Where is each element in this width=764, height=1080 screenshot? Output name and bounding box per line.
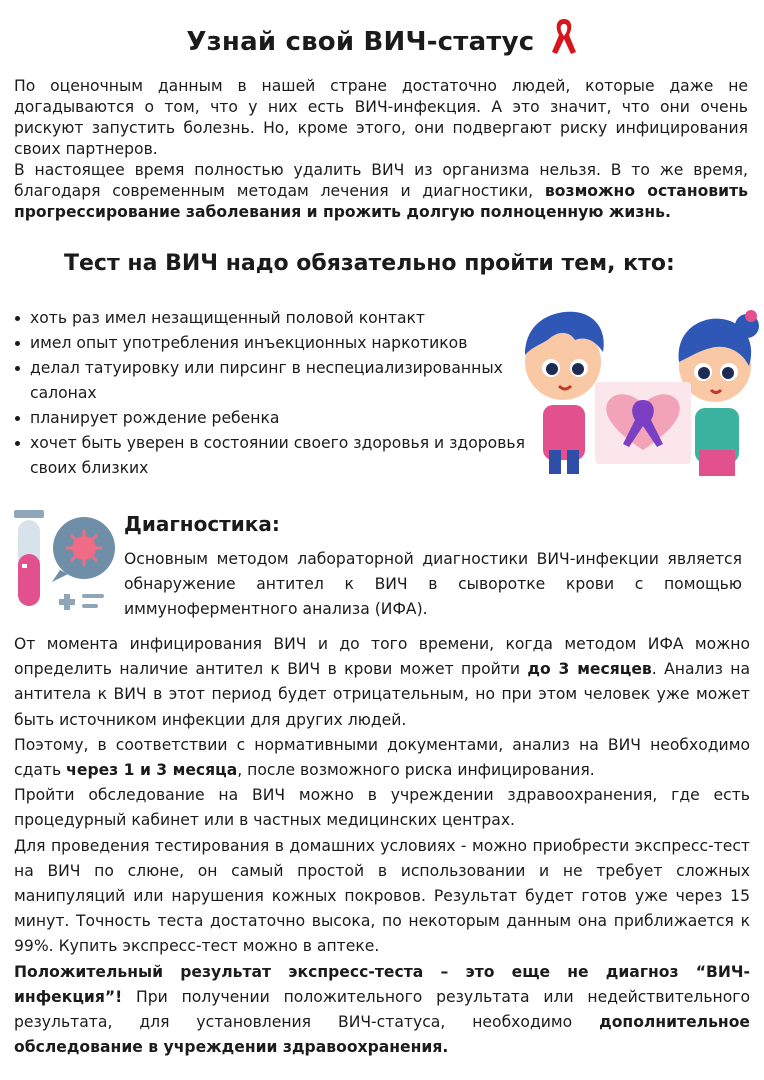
red-ribbon-icon	[550, 16, 578, 63]
list-item: делал татуировку или пирсинг в неспециализированных салонах	[14, 356, 544, 406]
body-paragraph-5: Положительный результат экспресс-теста – это еще не диагноз “ВИЧ-инфекция”! При получении положительного результата или недействительного результата, для установления ВИЧ-статуса, необходимо дополнительное обследование в учреждении здравоохранения.	[14, 962, 750, 1057]
diagnostics-heading: Диагностика:	[124, 512, 280, 536]
list-item: хочет быть уверен в состоянии своего здоровья и здоровья своих близких	[14, 431, 544, 481]
diagnostics-text: Основным методом лабораторной диагностики ВИЧ-инфекции является обнаружение антител к ВИЧ в сыворотке крови с помощью иммуноферментного анализа (ИФА).	[124, 550, 742, 618]
test-section-heading: Тест на ВИЧ надо обязательно пройти тем, кто:	[64, 251, 675, 276]
intro-paragraph-2: В настоящее время полностью удалить ВИЧ из организма нельзя. В то же время, благодаря современным методам лечения и диагностики, возможно остановить прогрессирование заболевания и прожить долгую полноценную жизнь.	[14, 161, 748, 221]
body-paragraph-1: От момента инфицирования ВИЧ и до того времени, когда методом ИФА можно определить наличие антител к ВИЧ в крови может пройти до 3 месяцев. Анализ на антитела к ВИЧ в этот период будет отрицательным, но при этом человек уже может быть источником инфекции для других людей.	[14, 635, 750, 729]
intro-paragraph-1: По оценочным данным в нашей стране достаточно людей, которые даже не догадываются о том, что у них есть ВИЧ-инфекция. А это значит, что они очень рискуют запустить болезнь. Но, кроме этого, они подвергают риску инфицирования своих партнеров.	[14, 77, 748, 158]
risk-group-list	[14, 306, 544, 481]
title-text: Узнай свой ВИЧ-статус	[186, 27, 535, 57]
children-holding-heart-ribbon-illustration	[515, 300, 764, 480]
list-item: хоть раз имел незащищенный половой контакт	[14, 306, 544, 331]
test-tube-virus-icon	[12, 508, 117, 613]
body-paragraph-4: Для проведения тестирования в домашних условиях - можно приобрести экспресс-тест на ВИЧ по слюне, он самый простой в использовании и не требует сложных манипуляций или нарушения кожных покровов. Результат будет готов уже через 15 минут. Точность теста достаточно высока, по некоторым данным она приближается к 99%. Купить экспресс-тест можно в аптеке.	[14, 836, 750, 956]
page-title	[0, 22, 764, 63]
main-body	[14, 632, 750, 1060]
intro-emphasis: возможно остановить прогрессирование заболевания и прожить долгую полноценную жизнь.	[14, 182, 748, 221]
body-paragraph-3: Пройти обследование на ВИЧ можно в учреждении здравоохранения, где есть процедурный кабинет или в частных медицинских центрах.	[14, 786, 750, 830]
list-item: планирует рождение ребенка	[14, 406, 544, 431]
body-paragraph-2: Поэтому, в соответствии с нормативными документами, анализ на ВИЧ необходимо сдать через 1 и 3 месяца, после возможного риска инфицирования.	[14, 735, 750, 780]
list-item: имел опыт употребления инъекционных наркотиков	[14, 331, 544, 356]
